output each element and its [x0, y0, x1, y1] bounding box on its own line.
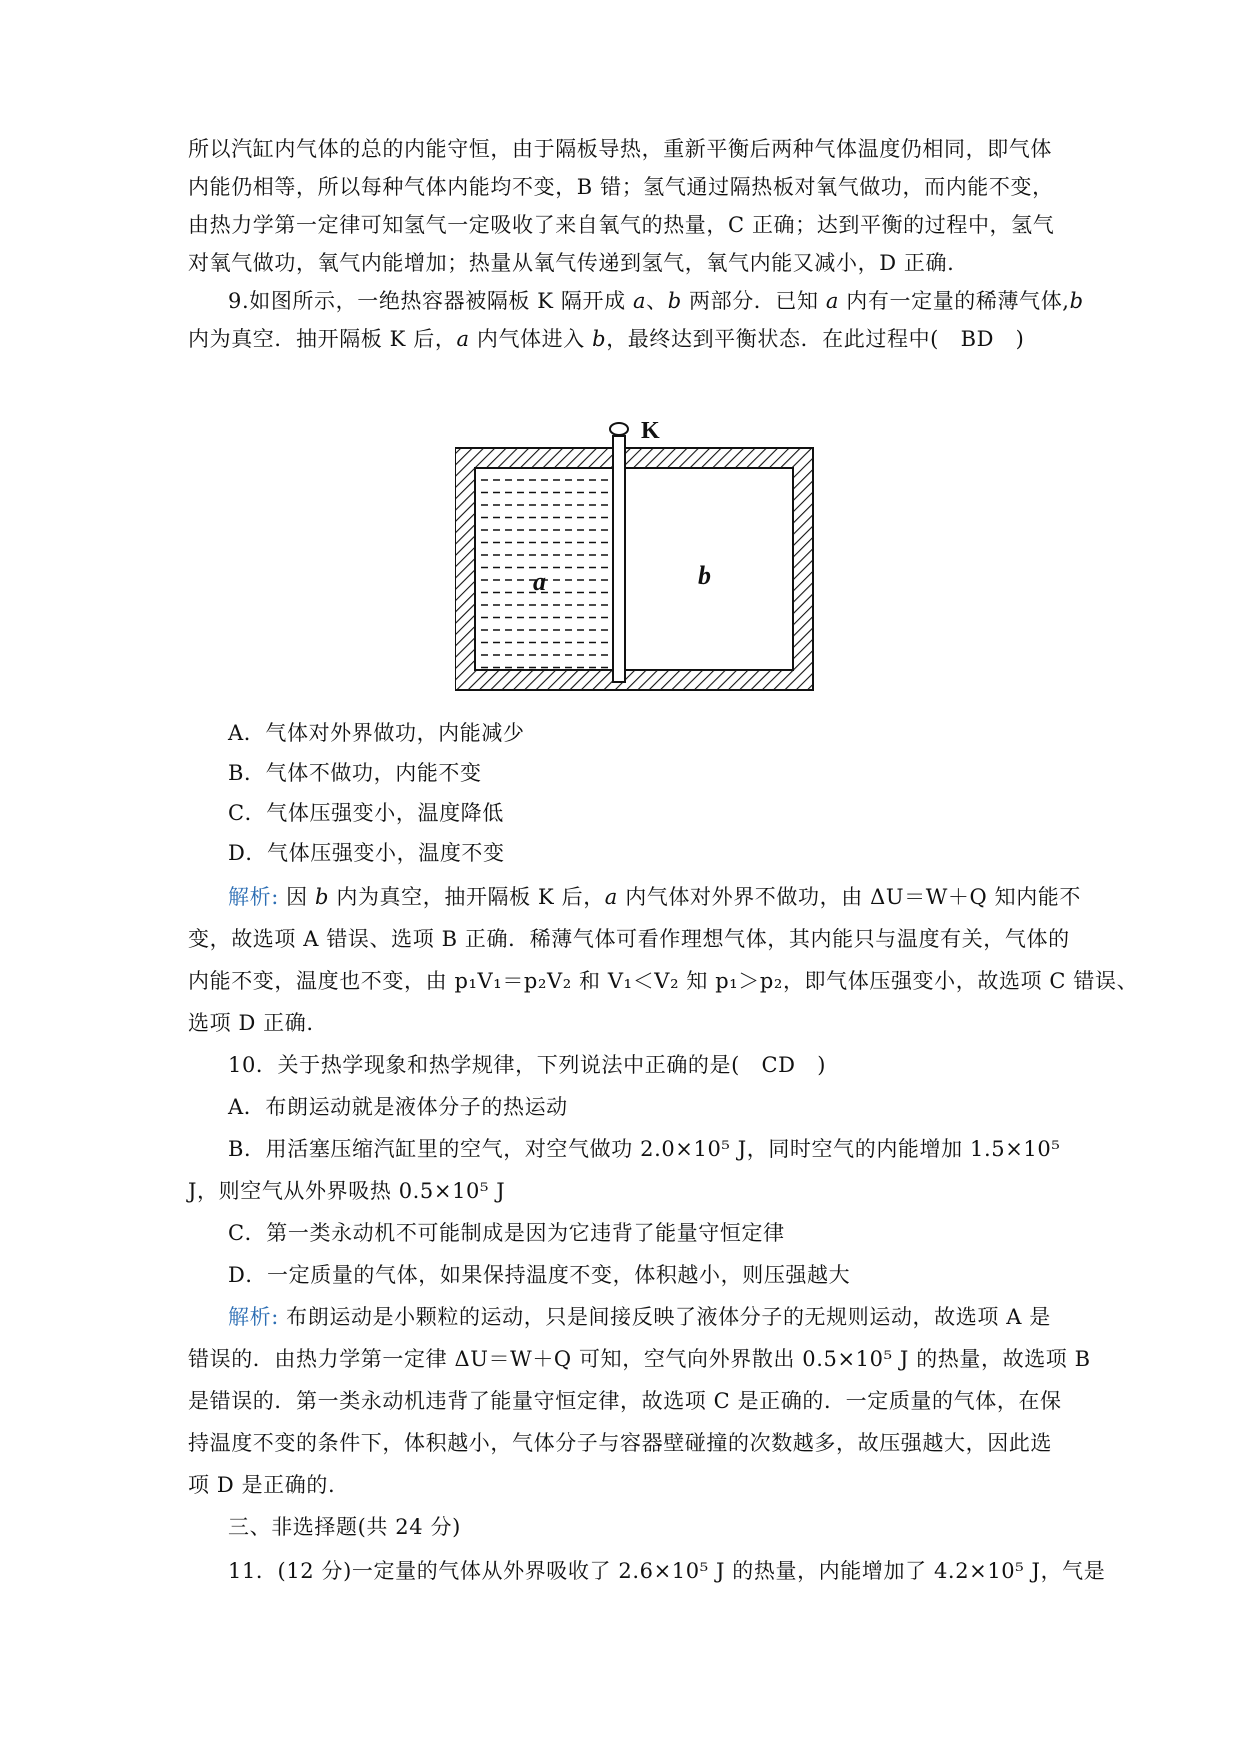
- outer-wall-outline: [455, 448, 813, 690]
- solution-10-line-4: 持温度不变的条件下，体积越小，气体分子与容器壁碰撞的次数越多，故压强越大，因此选: [188, 1431, 1052, 1455]
- text: 内有一定量的稀薄气体,: [839, 289, 1070, 313]
- question-9-stem: [228, 286, 1084, 316]
- option-d: D．气体压强变小，温度不变: [228, 841, 505, 865]
- insulated-wall: [455, 448, 813, 690]
- solution-9-line-4: 选项 D 正确.: [188, 1011, 314, 1035]
- variable: a: [456, 327, 470, 351]
- variable: b: [1069, 289, 1084, 313]
- solution-tag: 解析:: [228, 1305, 279, 1329]
- partition-k: [613, 436, 625, 682]
- variable: b: [592, 327, 607, 351]
- option-b: B．气体不做功，内能不变: [228, 761, 482, 785]
- option-d: D．一定质量的气体，如果保持温度不变，体积越小，则压强越大: [228, 1263, 851, 1287]
- text: 9.如图所示，一绝热容器被隔板 K 隔开成: [228, 289, 633, 313]
- text: 内为真空．抽开隔板 K 后，: [188, 327, 457, 351]
- inner-wall-outline: [475, 468, 793, 670]
- partition-handle: [610, 423, 628, 435]
- text-line: 内能仍相等，所以每种气体内能均不变，B 错；氢气通过隔热板对氧气做功，而内能不变，: [188, 175, 1054, 199]
- label-a: a: [533, 567, 546, 596]
- section-heading: 三、非选择题(共 24 分): [228, 1515, 461, 1539]
- solution-10-line-5: 项 D 是正确的.: [188, 1473, 336, 1497]
- variable: a: [825, 289, 840, 313]
- label-b: b: [698, 561, 711, 590]
- solution-9-line-2: 变，故选项 A 错误、选项 B 正确．稀薄气体可看作理想气体，其内能只与温度有关，气体的: [188, 927, 1070, 951]
- label-k: K: [641, 418, 660, 444]
- solution-tag: 解析:: [228, 885, 279, 909]
- text: 内气体进入: [469, 327, 593, 351]
- solution-10-line-2: 错误的．由热力学第一定律 ΔU＝W＋Q 可知，空气向外界散出 0.5×10⁵ J 的热量，故选项 B: [188, 1347, 1091, 1371]
- text: 因: [278, 885, 316, 909]
- text: 内为真空，抽开隔板 K 后，: [329, 885, 605, 909]
- option-a: A．布朗运动就是液体分子的热运动: [228, 1095, 568, 1119]
- option-b-cont: J，则空气从外界吸热 0.5×10⁵ J: [188, 1179, 506, 1203]
- option-c: C．第一类永动机不可能制成是因为它违背了能量守恒定律: [228, 1221, 785, 1245]
- variable: a: [632, 289, 647, 313]
- text-line: 由热力学第一定律可知氢气一定吸收了来自氧气的热量，C 正确；达到平衡的过程中，氢气: [188, 213, 1055, 237]
- text-line: 所以汽缸内气体的总的内能守恒，由于隔板导热，重新平衡后两种气体温度仍相同，即气体: [188, 137, 1052, 161]
- text: 、: [646, 289, 668, 313]
- text: 内气体对外界不做功，由 ΔU＝W＋Q 知内能不: [617, 885, 1082, 909]
- text: 布朗运动是小颗粒的运动，只是间接反映了液体分子的无规则运动，故选项 A 是: [278, 1305, 1051, 1329]
- option-a: A．气体对外界做功，内能减少: [228, 721, 525, 745]
- question-9-stem-2: [188, 324, 1024, 354]
- text: ，最终达到平衡状态．在此过程中( BD ): [606, 327, 1025, 351]
- question-11-stem: 11．(12 分)一定量的气体从外界吸收了 2.6×10⁵ J 的热量，内能增加了 4.2×10⁵ J，气是: [228, 1559, 1106, 1583]
- text-line: 对氧气做功，氧气内能增加；热量从氧气传递到氢气，氧气内能又减小，D 正确.: [188, 251, 955, 275]
- question-10-stem: 10．关于热学现象和热学规律，下列说法中正确的是( CD ): [228, 1053, 827, 1077]
- container-diagram: [455, 408, 825, 698]
- variable: b: [667, 289, 682, 313]
- solution-10-line-3: 是错误的．第一类永动机违背了能量守恒定律，故选项 C 是正确的．一定质量的气体，在保: [188, 1389, 1062, 1413]
- solution-9-line-3: 内能不变，温度也不变，由 p₁V₁＝p₂V₂ 和 V₁＜V₂ 知 p₁＞p₂，即气体压强变小，故选项 C 错误、: [188, 969, 1139, 993]
- option-b: B．用活塞压缩汽缸里的空气，对空气做功 2.0×10⁵ J，同时空气的内能增加 1.5×10⁵: [228, 1137, 1061, 1161]
- solution-9-line-1: [228, 882, 1081, 912]
- variable: b: [315, 885, 330, 909]
- text: 两部分．已知: [681, 289, 826, 313]
- option-c: C．气体压强变小，温度降低: [228, 801, 504, 825]
- variable: a: [604, 885, 618, 909]
- solution-10-line-1: [228, 1302, 1051, 1332]
